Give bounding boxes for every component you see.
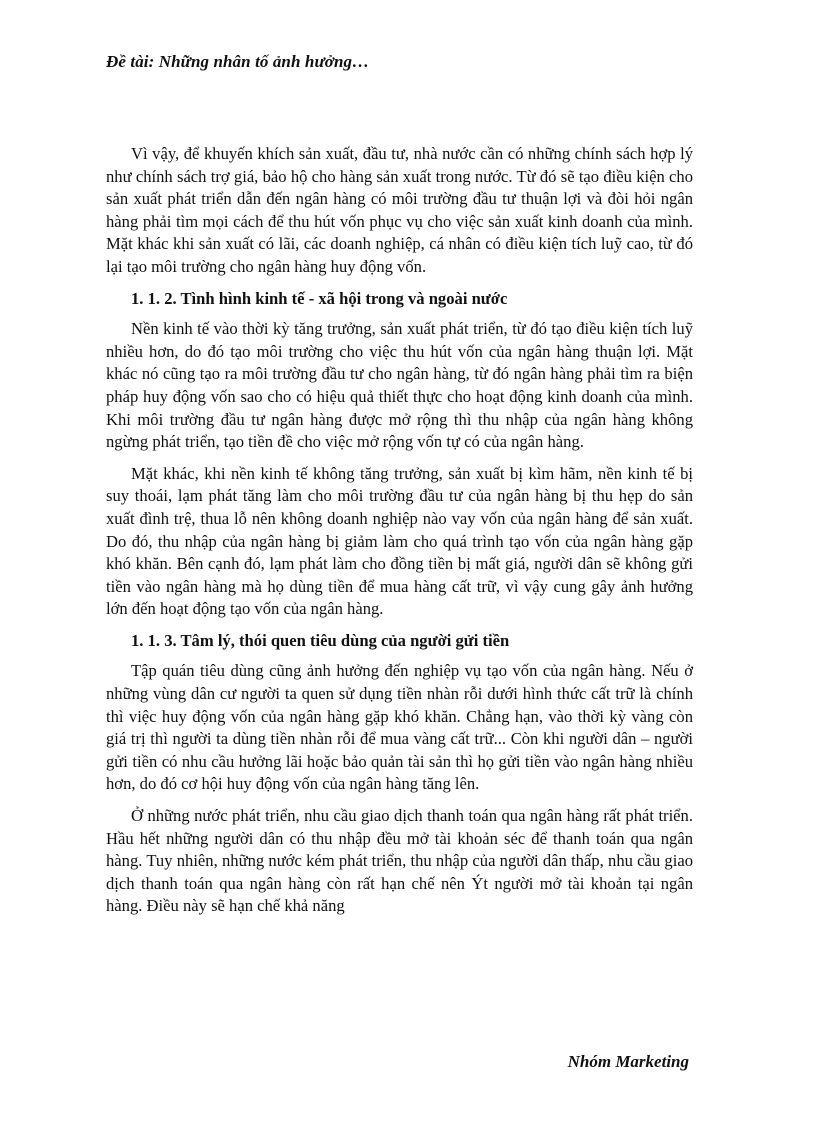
page-header-title: Đề tài: Những nhân tố ảnh hưởng… bbox=[106, 52, 370, 71]
paragraph-intro: Vì vậy, để khuyến khích sản xuất, đầu tư, nhà nước cần có những chính sách hợp lý như chính sách trợ giá, bảo hộ cho hàng sản xuất trong nước. Từ đó sẽ tạo điều kiện cho sản xuất phát triển dẫn đến ngân hàng có môi trường đầu tư thuận lợi và đòi hỏi ngân hàng phải tìm mọi cách để thu hút vốn phục vụ cho việc sản xuất kinh doanh của mình. Mặt khác khi sản xuất có lãi, các doanh nghiệp, cá nhân có điều kiện tích luỹ cao, từ đó lại tạo môi trường cho ngân hàng huy động vốn. bbox=[106, 144, 693, 276]
document-body bbox=[106, 143, 693, 927]
paragraph-developed-countries: Ở những nước phát triển, nhu cầu giao dịch thanh toán qua ngân hàng rất phát triển. Hầu hết những người dân có thu nhập đều mở tài khoản séc để thanh toán qua ngân hàng. Tuy nhiên, những nước kém phát triển, thu nhập của người dân thấp, nhu cầu giao dịch thanh toán qua ngân hàng còn rất hạn chế nên Ýt người mở tài khoản tại ngân hàng. Điều này sẽ hạn chế khả năng bbox=[106, 806, 693, 916]
page-footer-author: Nhóm Marketing bbox=[567, 1052, 689, 1071]
section-heading-1-1-2: 1. 1. 2. Tình hình kinh tế - xã hội trong và ngoài nước bbox=[131, 288, 508, 308]
paragraph-economy-growth: Nền kinh tế vào thời kỳ tăng trưởng, sản xuất phát triển, từ đó tạo điều kiện tích luỹ nhiều hơn, do đó tạo môi trường cho việc thu hút vốn của ngân hàng thuận lợi. Mặt khác nó cũng tạo ra môi trường đầu tư cho ngân hàng, từ đó ngân hàng phải tìm ra biện pháp huy động vốn sao cho có hiệu quả thiết thực cho hoạt động kinh doanh của mình. Khi môi trường đầu tư ngân hàng được mở rộng thì thu nhập của ngân hàng không ngừng phát triển, tạo tiền đề cho việc mở rộng vốn tự có của ngân hàng. bbox=[106, 319, 693, 452]
section-heading-1-1-3: 1. 1. 3. Tâm lý, thói quen tiêu dùng của người gửi tiền bbox=[131, 630, 510, 650]
paragraph-consumer-habits: Tập quán tiêu dùng cũng ảnh hưởng đến nghiệp vụ tạo vốn của ngân hàng. Nếu ở những vùng dân cư người ta quen sử dụng tiền nhàn rỗi dưới hình thức cất trữ là chính thì việc huy động vốn của ngân hàng gặp khó khăn. Chẳng hạn, vào thời kỳ vàng còn giá trị thì người ta dùng tiền nhàn rỗi để mua vàng cất trữ... Còn khi người dân – người gửi tiền có nhu cầu hưởng lãi hoặc bảo quản tài sản thì họ gửi tiền vào ngân hàng nhiều hơn, do đó cơ hội huy động vốn của ngân hàng tăng lên. bbox=[106, 661, 693, 794]
paragraph-economy-recession: Mặt khác, khi nền kinh tế không tăng trưởng, sản xuất bị kìm hãm, nền kinh tế bị suy thoái, lạm phát tăng làm cho môi trường đầu tư của ngân hàng bị thu hẹp do sản xuất đình trệ, thua lỗ nên không doanh nghiệp nào vay vốn của ngân hàng để sản xuất. Do đó, thu nhập của ngân hàng bị giảm làm cho quá trình tạo vốn của ngân hàng gặp khó khăn. Bên cạnh đó, lạm phát làm cho đồng tiền bị mất giá, người dân sẽ không gửi tiền vào ngân hàng mà họ dùng tiền để mua hàng cất trữ, vì vậy cung gây ảnh hưởng lớn đến hoạt động tạo vốn của ngân hàng. bbox=[106, 463, 693, 619]
